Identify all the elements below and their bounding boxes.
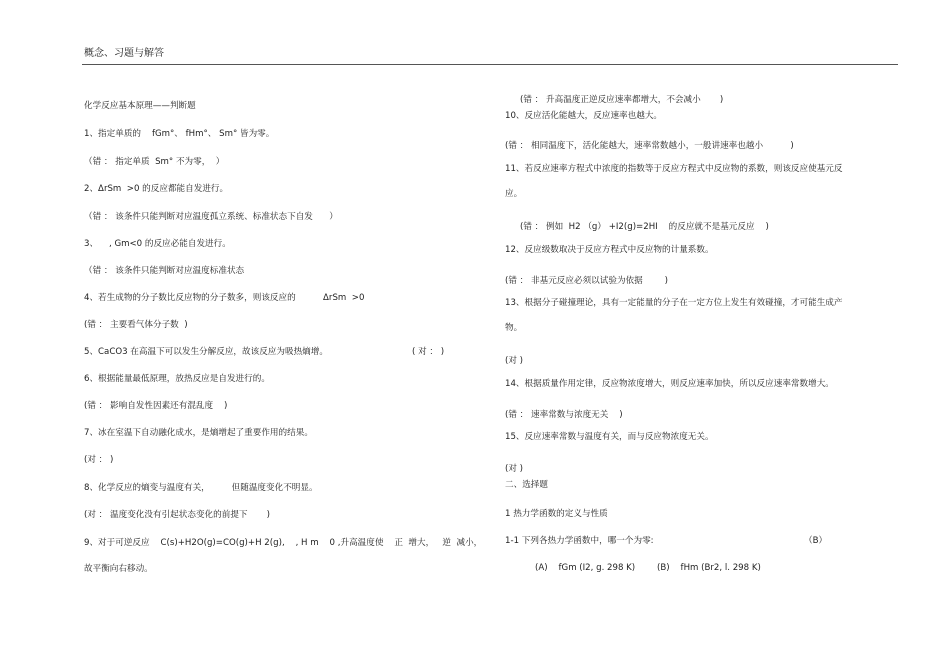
section-2-title: 二、选择题: [505, 480, 548, 490]
answer-9: (错 ： 升高温度正逆反应速率都增大，不会减小 ): [520, 95, 724, 105]
answer-6: (错 ： 影响自发性因素还有混乱度 ): [84, 401, 228, 411]
answer-7: (对 ： ): [84, 455, 114, 465]
subsection-1-title: 1 热力学函数的定义与性质: [505, 509, 608, 519]
question-11: 11、若反应速率方程式中浓度的指数等于反应方程式中反应物的系数，则该反应使基元反: [505, 164, 843, 174]
question-12: 12、反应级数取决于反应方程式中反应物的计量系数。: [505, 245, 714, 255]
answer-15: (对 ): [505, 464, 524, 474]
page-header: 概念、习题与解答: [84, 48, 164, 59]
answer-11: (错 ： 例如 H2 （g） +I2(g)=2HI 的反应就不是基元反应 ): [520, 222, 769, 232]
question-13: 13、根据分子碰撞理论，具有一定能量的分子在一定方位上发生有效碰撞，才可能生成产: [505, 298, 843, 308]
answer-13: (对 ): [505, 356, 524, 366]
answer-1: （错 ： 指定单质 Sm° 不为零， ）: [84, 157, 225, 167]
question-13-cont: 物。: [505, 323, 523, 333]
question-9: 9、对于可逆反应 C(s)+H2O(g)=CO(g)+H 2(g), , H m 0 ,升高温度使 正 增大， 逆 减小，: [84, 538, 483, 548]
section-title: 化学反应基本原理——判断题: [84, 101, 196, 111]
answer-4: (错 ： 主要看气体分子数 ): [84, 320, 188, 330]
answer-14: (错 ： 速率常数与浓度无关 ): [505, 410, 623, 420]
answer-10: (错 ： 相同温度下，活化能越大，速率常数越小，一般讲速率也越小 ): [505, 141, 794, 151]
question-1-1: 1-1 下列各热力学函数中，哪一个为零:: [505, 536, 654, 546]
question-1: 1、指定单质的 fGm°、 fHm°、 Sm° 皆为零。: [84, 129, 275, 139]
answer-5: ( 对 ： ): [412, 347, 445, 357]
question-5: 5、CaCO3 在高温下可以发生分解反应，故该反应为吸热熵增。: [84, 347, 328, 357]
question-15: 15、反应速率常数与温度有关，而与反应物浓度无关。: [505, 432, 714, 442]
question-2: 2、ΔrSm >0 的反应都能自发进行。: [84, 184, 229, 194]
options-a-b: (A) fGm (I2, g. 298 K) (B) fHm (Br2, l. 298 K): [535, 563, 761, 573]
question-6: 6、根据能量最低原理，放热反应是自发进行的。: [84, 374, 270, 384]
answer-1-1: （B）: [804, 536, 828, 546]
answer-8: (对 ： 温度变化没有引起状态变化的前提下 ): [84, 510, 270, 520]
question-9-cont: 故平衡向右移动。: [84, 564, 153, 574]
question-8: 8、化学反应的熵变与温度有关， 但随温度变化不明显。: [84, 483, 318, 493]
question-11-cont: 应。: [505, 189, 523, 199]
question-4: 4、若生成物的分子数比反应物的分子数多，则该反应的 ΔrSm >0: [84, 293, 365, 303]
answer-2: （错 ： 该条件只能判断对应温度孤立系统、标准状态下自发 ）: [84, 212, 338, 222]
answer-12: (错 ： 非基元反应必须以试验为依据 ): [505, 276, 668, 286]
header-divider: [82, 64, 898, 65]
question-14: 14、根据质量作用定律，反应物浓度增大，则反应速率加快，所以反应速率常数增大。: [505, 379, 834, 389]
question-10: 10、反应活化能越大，反应速率也越大。: [505, 111, 663, 121]
answer-3: （错 ： 该条件只能判断对应温度标准状态: [84, 266, 245, 276]
question-3: 3、 , Gm<0 的反应必能自发进行。: [84, 239, 231, 249]
question-7: 7、冰在室温下自动融化成水，是熵增起了重要作用的结果。: [84, 428, 313, 438]
